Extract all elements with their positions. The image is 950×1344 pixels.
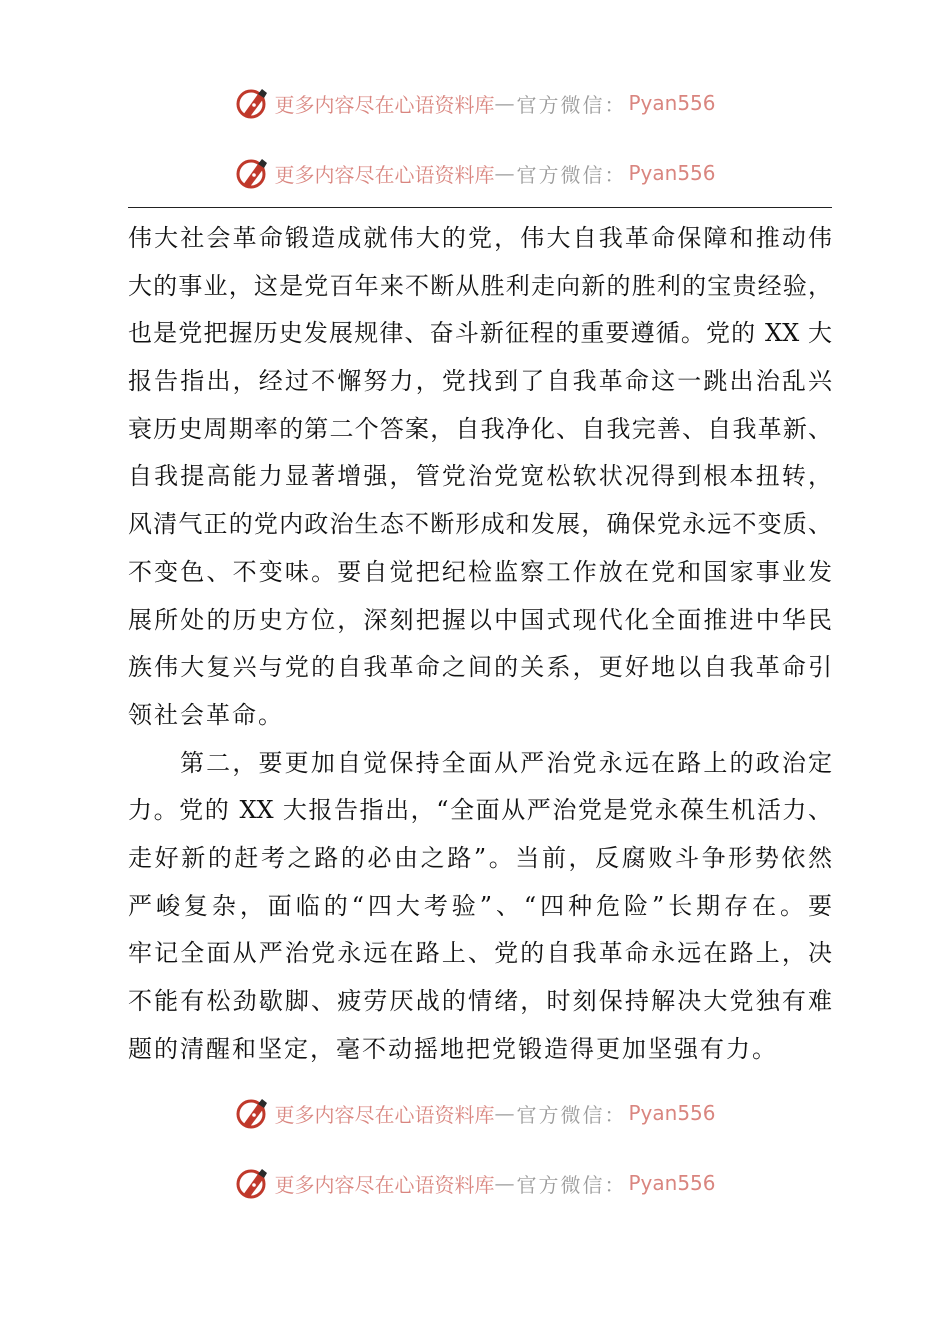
- watermark-sub-text: 官方微信：: [516, 92, 627, 117]
- watermark-sub-text: 官方微信：: [516, 162, 627, 187]
- header-divider: [128, 207, 832, 208]
- pen-nib-logo-icon: [234, 1165, 270, 1201]
- watermark-dash: —: [494, 1101, 517, 1125]
- pen-nib-logo-icon: [234, 155, 270, 191]
- watermark-wechat-id: Pyan556: [628, 91, 716, 115]
- watermark-sub-text: 官方微信：: [516, 1172, 627, 1197]
- body-line: 伟大社会革命锻造成就伟大的党，伟大自我革命保障和推动伟: [128, 224, 832, 252]
- body-line: 衰历史周期率的第二个答案，自我净化、自我完善、自我革新、: [128, 414, 832, 443]
- body-line: 自我提高能力显著增强，管党治党宽松软状况得到根本扭转，: [128, 462, 832, 491]
- watermark-main-text: 更多内容尽在心语资料库: [274, 1172, 495, 1197]
- watermark-dash: —: [494, 161, 517, 185]
- watermark-banner-top-2: [0, 153, 950, 193]
- watermark-sub-text: 官方微信：: [516, 1102, 627, 1127]
- body-line: 走好新的赶考之路的必由之路”。当前，反腐败斗争形势依然: [128, 843, 832, 872]
- body-line: 不能有松劲歇脚、疲劳厌战的情绪，时刻保持解决大党独有难: [128, 987, 832, 1015]
- body-line: 大的事业，这是党百年来不断从胜利走向新的胜利的宝贵经验，: [128, 271, 832, 300]
- body-line: 题的清醒和坚定，毫不动摇地把党锻造得更加坚强有力。: [128, 1034, 778, 1063]
- body-line: 严峻复杂，面临的“四大考验”、“四种危险”长期存在。要: [128, 891, 832, 920]
- watermark-wechat-id: Pyan556: [628, 161, 716, 185]
- watermark-wechat-id: Pyan556: [628, 1101, 716, 1125]
- body-line: 也是党把握历史发展规律、奋斗新征程的重要遵循。党的 XX 大: [128, 319, 832, 348]
- watermark-wechat-id: Pyan556: [628, 1171, 716, 1195]
- watermark-dash: —: [494, 1171, 517, 1195]
- watermark-main-text: 更多内容尽在心语资料库: [274, 1102, 495, 1127]
- body-line: 不变色、不变味。要自觉把纪检监察工作放在党和国家事业发: [128, 557, 832, 586]
- pen-nib-logo-icon: [234, 85, 270, 121]
- body-line: 展所处的历史方位，深刻把握以中国式现代化全面推进中华民: [128, 605, 832, 634]
- body-line: 领社会革命。: [128, 700, 284, 729]
- paragraph-start-line: 第二，要更加自觉保持全面从严治党永远在路上的政治定: [180, 748, 832, 777]
- watermark-main-text: 更多内容尽在心语资料库: [274, 92, 495, 117]
- body-line: 牢记全面从严治党永远在路上、党的自我革命永远在路上，决: [128, 939, 832, 968]
- document-body: [128, 215, 832, 1073]
- body-line: 力。党的 XX 大报告指出，“全面从严治党是党永葆生机活力、: [128, 796, 832, 825]
- watermark-banner-top-1: [0, 83, 950, 123]
- watermark-main-text: 更多内容尽在心语资料库: [274, 162, 495, 187]
- watermark-dash: —: [494, 91, 517, 115]
- pen-nib-logo-icon: [234, 1095, 270, 1131]
- body-line: 族伟大复兴与党的自我革命之间的关系，更好地以自我革命引: [128, 653, 832, 682]
- body-line: 风清气正的党内政治生态不断形成和发展，确保党永远不变质、: [128, 510, 832, 539]
- watermark-banner-bottom-2: [0, 1163, 950, 1203]
- body-line: 报告指出，经过不懈努力，党找到了自我革命这一跳出治乱兴: [128, 367, 832, 396]
- watermark-banner-bottom-1: [0, 1093, 950, 1133]
